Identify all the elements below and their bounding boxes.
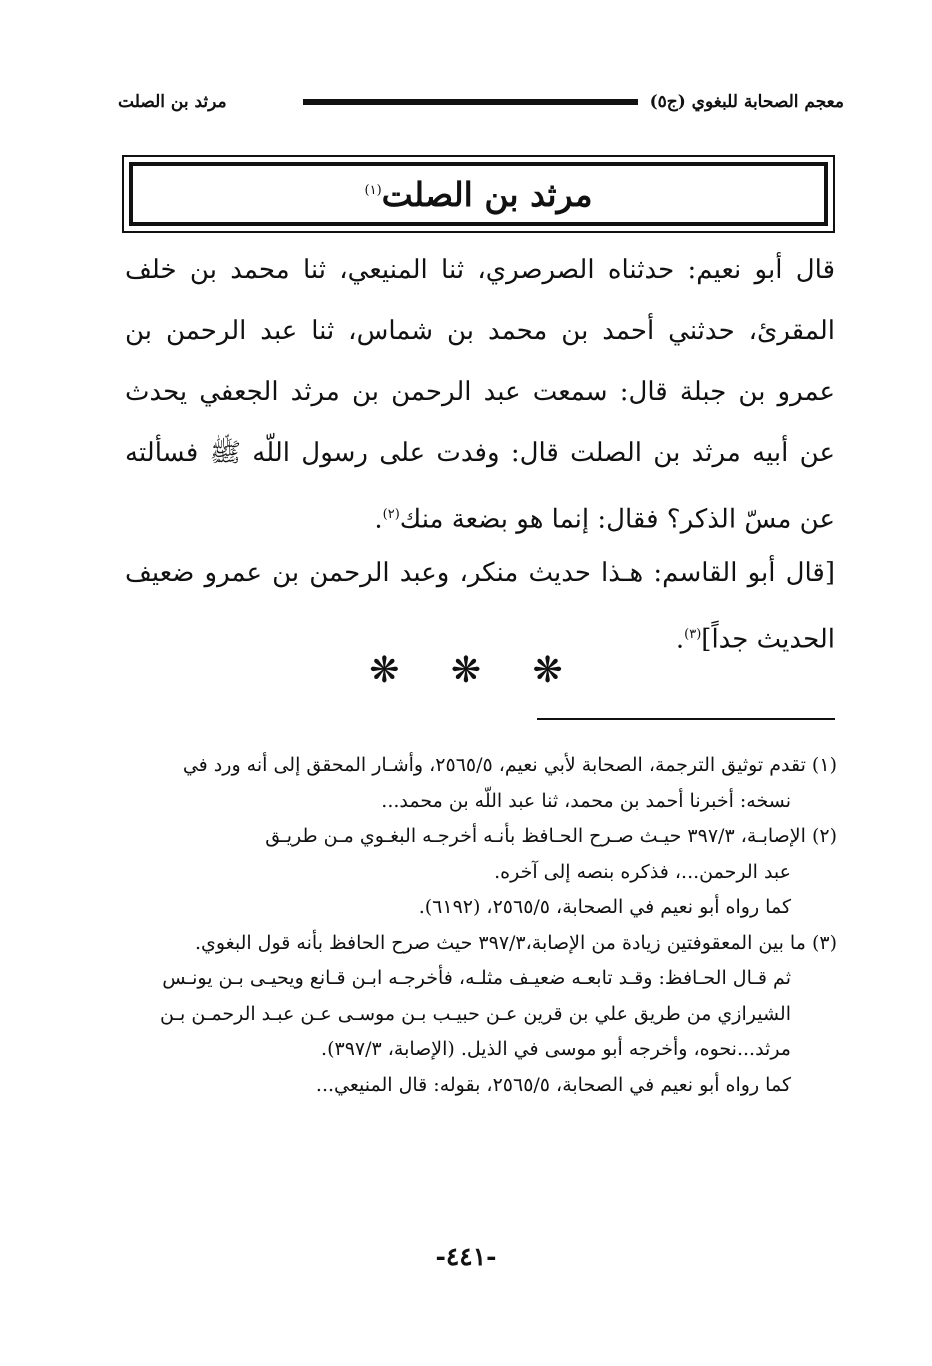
footnote-2-line-3: كما رواه أبو نعيم في الصحابة، ٢٥٦٥/٥، (٦١٩٢).: [418, 896, 791, 918]
footnote-1-line-2: نسخه: أخبرنا أحمد بن محمد، ثنا عبد اللّه بن محمد...: [381, 789, 791, 812]
header-entry-name: مرثد بن الصلت: [118, 92, 227, 112]
footnote-3-line-1: (٣) ما بين المعقوفتين زيادة من الإصابة،٣٩٧/٣ حيث صرح الحافظ بأنه قول البغوي.: [194, 931, 837, 954]
footnote-separator: [537, 718, 835, 720]
header-book-title: معجم الصحابة للبغوي (ج٥): [649, 92, 844, 112]
footnote-3-line-4: مرثد...نحوه، وأخرجه أبو موسى في الذيل. (الإصابة، ٣٩٧/٣).: [321, 1038, 791, 1060]
running-header: [118, 84, 844, 120]
section-ornament: [0, 650, 932, 691]
footnote-1-line-1: (١) تقدم توثيق الترجمة، الصحابة لأبي نعيم، ٢٥٦٥/٥، وأشـار المحقق إلى أنه ورد في: [182, 754, 837, 776]
entry-title-frame: [122, 155, 835, 233]
paragraph-1: [125, 240, 835, 551]
ornament-star-icon: ❋: [369, 650, 400, 691]
entry-title-inner-frame: [129, 162, 828, 226]
ornament-star-icon: ❋: [532, 650, 563, 691]
paragraph-2-text: [قال أبو القاسم: هـذا حديث منكر، وعبد الرحمن بن عمرو ضعيف الحديث جداً]: [125, 558, 835, 655]
paragraph-2-end: .: [675, 624, 685, 655]
paragraph-1-text: قال أبو نعيم: حدثناه الصرصري، ثنا المنيعي، ثنا محمد بن خلف المقرئ، حدثني أحمد بن محمد بن شماس، ثنا عبد الرحمن بن عمرو بن جبلة قال: سمعت عبد الرحمن بن مرثد الجعفي يحدث عن أبيه مرثد بن الصلت قال: وفدت على رسول اللّه ﷺ فسألته عن مسّ الذكر؟ فقال: إنما هو بضعة منك: [125, 255, 835, 535]
paragraph-1-end: .: [374, 504, 383, 535]
entry-title-text: مرثد بن الصلت: [381, 174, 593, 214]
footnote-2-line-1: (٢) الإصابـة، ٣٩٧/٣ حيـث صـرح الحـافظ بأنـه أخرجـه البغـوي مـن طريـق: [265, 825, 837, 847]
main-paragraph-1: [125, 240, 835, 551]
entry-title-footnote-mark: (١): [364, 182, 382, 198]
footnote-2-line-2: عبد الرحمن...، فذكره بنصه إلى آخره.: [494, 860, 791, 883]
paragraph-1-footnote-mark: (٢): [382, 507, 400, 522]
paragraph-2-footnote-mark: (٣): [684, 627, 702, 642]
page-number: -٤٤١-: [435, 1242, 497, 1271]
entry-title: [365, 175, 593, 214]
footnote-3-line-3: الشيرازي من طريق علي بن قرين عـن حبيـب بـن موسـى عـن عبـد الرحمـن بـن: [159, 1002, 791, 1025]
footnote-3-line-5: كما رواه أبو نعيم في الصحابة، ٢٥٦٥/٥، بقوله: قال المنيعي...: [315, 1073, 791, 1096]
footnote-3-line-2: ثم قـال الحـافظ: وقـد تابعـه ضعيـف مثلـه، فأخرجـه ابـن قـانع ويحيـى بـن يونـس: [162, 967, 791, 989]
ornament-star-icon: ❋: [450, 650, 482, 691]
header-rule: [303, 99, 638, 105]
footnotes: [125, 748, 837, 1103]
